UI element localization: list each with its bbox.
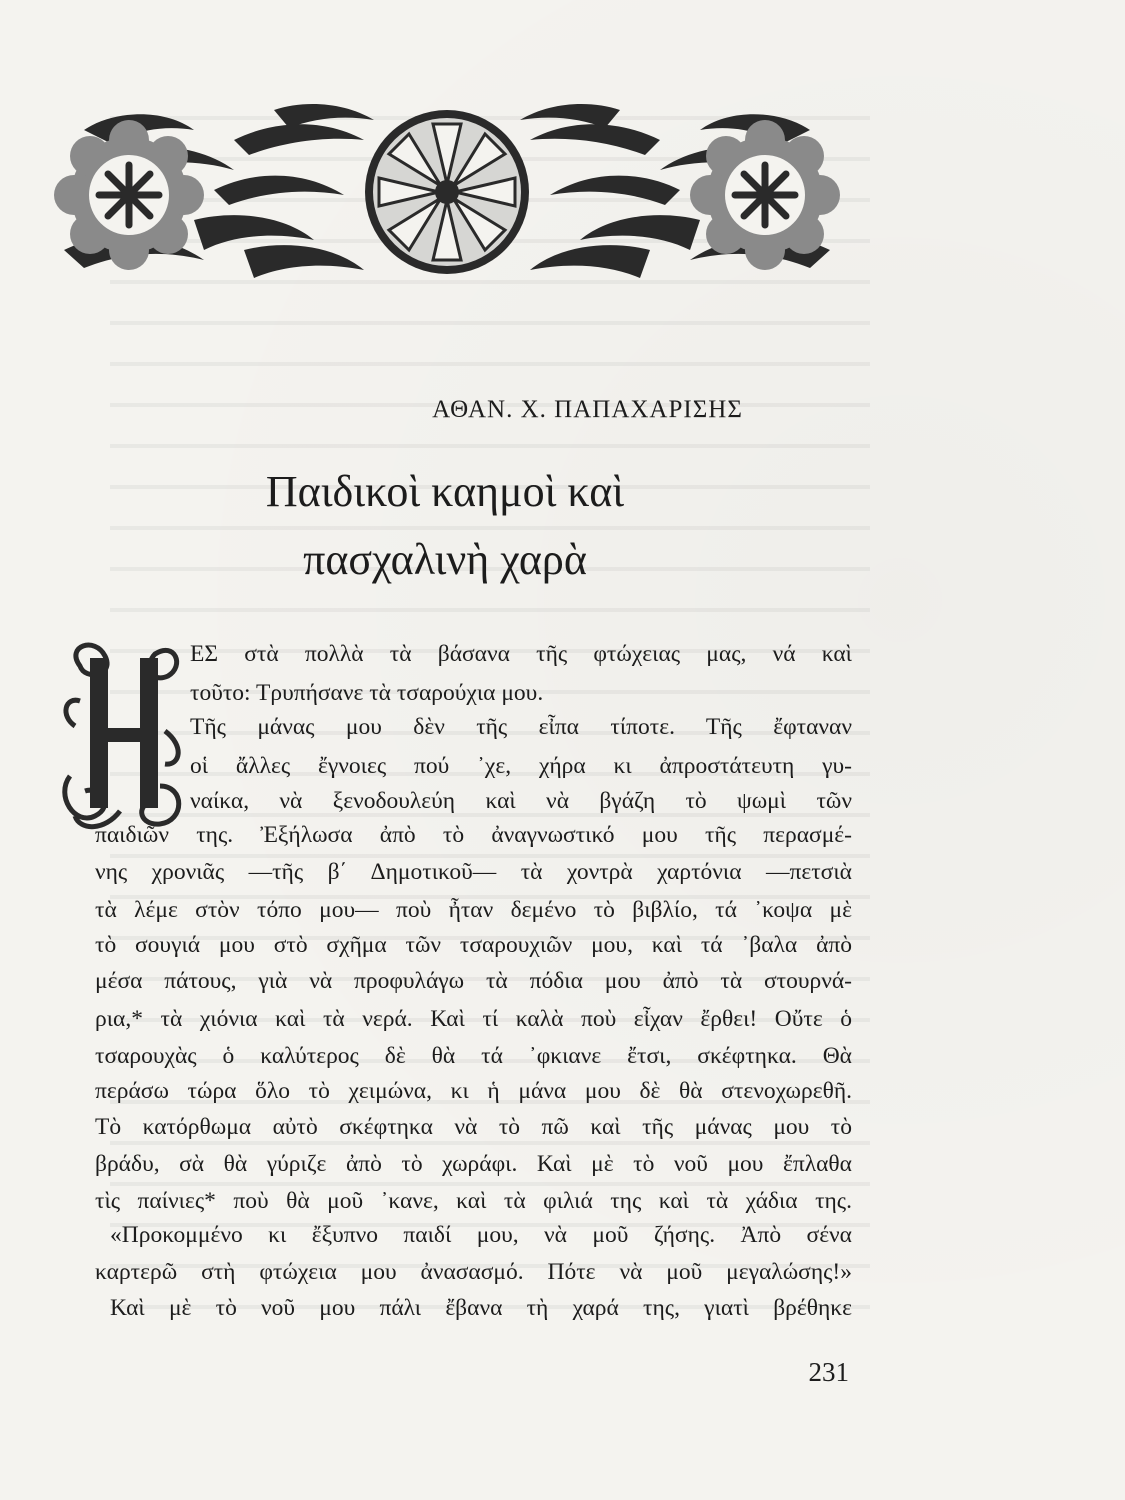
body-line: περάσω τώρα ὅλο τὸ χειμώνα, κι ἡ μάνα μου δὲ θὰ στενοχωρεθῆ. — [95, 1078, 852, 1104]
body-line: τὶς παίνιες* ποὺ θὰ μοῦ ᾽κανε, καὶ τὰ φιλιά της καὶ τὰ χάδια της. — [95, 1188, 852, 1214]
body-line: μέσα πάτους, γιὰ νὰ προφυλάγω τὰ πόδια μου ἀπὸ τὰ στουρνά- — [95, 968, 852, 994]
body-line: καρτερῶ στὴ φτώχεια μου ἀνασασμό. Πότε νὰ μοῦ μεγαλώσης!» — [95, 1259, 852, 1285]
page-number: 231 — [808, 1357, 849, 1387]
body-line: παιδιῶν της. Ἐξήλωσα ἀπὸ τὸ ἀναγνωστικό μου τῆς περασμέ- — [95, 822, 852, 848]
author-name: ΑΘΑΝ. Χ. ΠΑΠΑΧΑΡΙΣΗΣ — [432, 396, 743, 423]
body-line: βράδυ, σὰ θὰ γύριζε ἀπὸ τὸ χωράφι. Καὶ μὲ τὸ νοῦ μου ἔπλαθα — [95, 1151, 852, 1177]
ornament-header — [44, 100, 850, 290]
title-line-2: πασχαλινὴ χαρὰ — [303, 535, 587, 584]
body-line: ρια,* τὰ χιόνια καὶ τὰ νερά. Καὶ τί καλὰ ποὺ εἶχαν ἔρθει! Οὔτε ὁ — [95, 1006, 852, 1032]
body-line: τσαρουχὰς ὁ καλύτερος δὲ θὰ τά ᾽φκιανε ἔτσι, σκέφτηκα. Θὰ — [95, 1043, 852, 1069]
body-line: ΕΣ στὰ πολλὰ τὰ βάσανα τῆς φτώχειας μας, νά καὶ — [190, 641, 852, 667]
body-line: Καὶ μὲ τὸ νοῦ μου πάλι ἔβανα τὴ χαρά της, γιατὶ βρέθηκε — [110, 1295, 852, 1321]
body-line: τοῦτο: Τρυπήσανε τὰ τσαρούχια μου. — [190, 680, 544, 706]
body-line: νης χρονιᾶς —τῆς β΄ Δημοτικοῦ— τὰ χοντρὰ χαρτόνια —πετσιὰ — [95, 859, 852, 885]
body-line: τὰ λέμε στὸν τόπο μου— ποὺ ἦταν δεμένο τὸ βιβλίο, τά ᾽κοψα μὲ — [95, 897, 852, 923]
body-line: Τῆς μάνας μου δὲν τῆς εἶπα τίποτε. Τῆς ἔφταναν — [190, 714, 852, 740]
title-line-1: Παιδικοὶ καημοὶ καὶ — [265, 467, 625, 516]
body-line: ναίκα, νὰ ξενοδουλεύη καὶ νὰ βγάζη τὸ ψωμὶ τῶν — [190, 788, 852, 814]
dropcap-ornament — [60, 636, 188, 836]
body-line: οἱ ἄλλες ἔγνοιες πού ᾽χε, χήρα κι ἀπροστάτευτη γυ- — [190, 753, 852, 779]
body-line: τὸ σουγιά μου στὸ σχῆμα τῶν τσαρουχιῶν μου, καὶ τά ᾽βαλα ἀπὸ — [95, 932, 852, 958]
body-line: «Προκομμένο κι ἔξυπνο παιδί μου, νὰ μοῦ ζήσης. Ἀπὸ σένα — [110, 1222, 852, 1248]
body-line: Τὸ κατόρθωμα αὐτὸ σκέφτηκα νὰ τὸ πῶ καὶ τῆς μάνας μου τὸ — [95, 1114, 852, 1140]
